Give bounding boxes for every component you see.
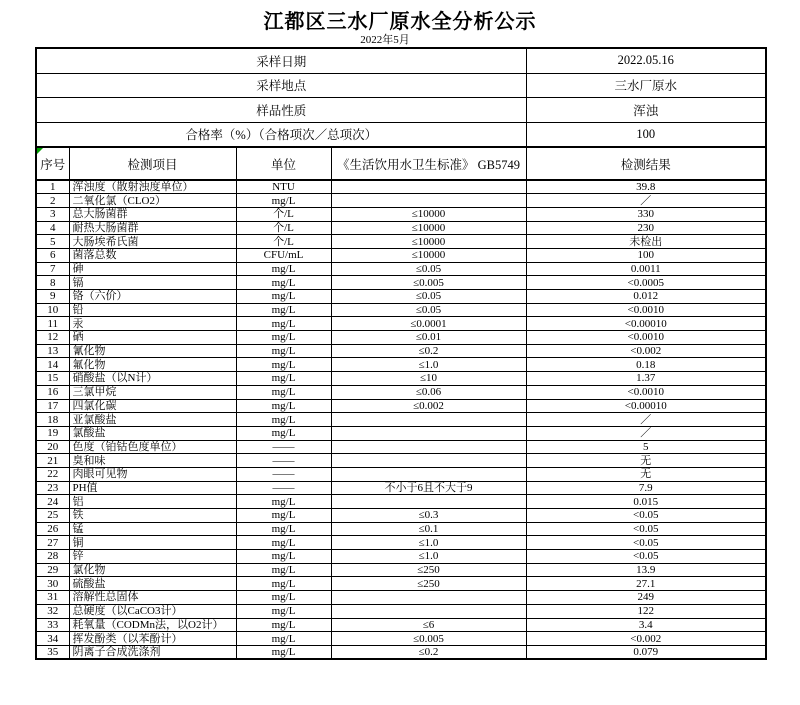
table-header [36,147,766,180]
result-cell: <0.00010 [526,399,766,413]
result-cell: 330 [526,207,766,221]
item-cell: 三氯甲烷 [69,385,236,399]
unit-cell: 个/L [236,207,331,221]
info-row [36,48,766,73]
seq-cell: 22 [36,467,69,481]
seq-cell: 21 [36,454,69,468]
item-cell: 铬（六价） [69,290,236,304]
data-row [36,522,766,536]
data-row [36,276,766,290]
data-row [36,467,766,481]
unit-cell: 个/L [236,235,331,249]
seq-cell: 34 [36,632,69,646]
unit-cell: mg/L [236,604,331,618]
item-cell: 总硬度（以CaCO3计） [69,604,236,618]
standard-cell [331,495,526,509]
data-row [36,303,766,317]
result-cell: <0.05 [526,509,766,523]
standard-cell: ≤10000 [331,207,526,221]
unit-cell: —— [236,440,331,454]
unit-cell: mg/L [236,591,331,605]
data-row [36,180,766,194]
seq-cell: 19 [36,426,69,440]
data-row [36,413,766,427]
seq-cell: 1 [36,180,69,194]
data-row [36,331,766,345]
info-row [36,98,766,123]
result-cell: 0.015 [526,495,766,509]
seq-cell: 20 [36,440,69,454]
seq-cell: 32 [36,604,69,618]
standard-cell: ≤10000 [331,235,526,249]
item-cell: 大肠埃希氏菌 [69,235,236,249]
data-row [36,358,766,372]
result-cell: 100 [526,248,766,262]
seq-cell: 33 [36,618,69,632]
standard-cell: ≤0.005 [331,632,526,646]
standard-cell [331,426,526,440]
standard-cell [331,604,526,618]
water-analysis-table [35,47,767,660]
info-row [36,73,766,98]
unit-cell: mg/L [236,522,331,536]
result-cell: <0.05 [526,536,766,550]
standard-cell: ≤0.1 [331,522,526,536]
data-row [36,604,766,618]
result-cell: <0.05 [526,550,766,564]
column-header-item-cell: 检测项目 [69,147,236,180]
result-cell: <0.00010 [526,317,766,331]
result-cell: 0.18 [526,358,766,372]
unit-cell: mg/L [236,509,331,523]
result-cell: 0.012 [526,290,766,304]
data-row [36,454,766,468]
unit-cell: mg/L [236,563,331,577]
unit-cell: mg/L [236,632,331,646]
standard-cell: ≤0.05 [331,303,526,317]
data-row [36,440,766,454]
seq-cell: 4 [36,221,69,235]
item-cell: 硒 [69,331,236,345]
seq-cell: 12 [36,331,69,345]
seq-cell: 5 [36,235,69,249]
result-cell: <0.0010 [526,303,766,317]
unit-cell: mg/L [236,303,331,317]
info-value: 浑浊 [526,98,766,123]
data-row [36,194,766,208]
item-cell: 硝酸盐（以N计） [69,372,236,386]
unit-cell: mg/L [236,317,331,331]
data-row [36,235,766,249]
item-cell: 铝 [69,495,236,509]
data-row [36,618,766,632]
result-cell: <0.05 [526,522,766,536]
result-cell: <0.0010 [526,385,766,399]
info-label: 采样地点 [36,73,526,98]
table-body [36,180,766,659]
data-row [36,509,766,523]
data-row [36,248,766,262]
seq-cell: 29 [36,563,69,577]
item-cell: 四氯化碳 [69,399,236,413]
standard-cell: ≤1.0 [331,536,526,550]
item-cell: 氟化物 [69,358,236,372]
item-cell: 硫酸盐 [69,577,236,591]
result-cell: 39.8 [526,180,766,194]
seq-cell: 6 [36,248,69,262]
unit-cell: mg/L [236,645,331,659]
info-label: 合格率（%）（合格项次／总项次） [36,122,526,147]
unit-cell: NTU [236,180,331,194]
standard-cell: ≤0.01 [331,331,526,345]
item-cell: 浑浊度（散射浊度单位） [69,180,236,194]
unit-cell: mg/L [236,194,331,208]
standard-cell: ≤1.0 [331,550,526,564]
page-title: 江都区三水厂原水全分析公示 [263,11,537,33]
unit-cell: mg/L [236,536,331,550]
info-section [36,48,766,147]
standard-cell [331,440,526,454]
seq-cell: 35 [36,645,69,659]
item-cell: 总大肠菌群 [69,207,236,221]
unit-cell: mg/L [236,372,331,386]
result-cell: 122 [526,604,766,618]
seq-cell: 2 [36,194,69,208]
seq-cell: 25 [36,509,69,523]
result-cell: 未检出 [526,235,766,249]
data-row [36,495,766,509]
result-cell: 249 [526,591,766,605]
item-cell: 铜 [69,536,236,550]
cell-flag-icon [37,148,43,154]
result-cell: ／ [526,194,766,208]
column-header-unit-cell: 单位 [236,147,331,180]
seq-cell: 9 [36,290,69,304]
unit-cell: mg/L [236,550,331,564]
unit-cell: mg/L [236,358,331,372]
unit-cell: mg/L [236,262,331,276]
data-row [36,550,766,564]
data-row [36,372,766,386]
item-cell: 铅 [69,303,236,317]
unit-cell: mg/L [236,495,331,509]
column-header-result-cell: 检测结果 [526,147,766,180]
item-cell: 砷 [69,262,236,276]
item-cell: 亚氯酸盐 [69,413,236,427]
column-header-seq-cell: 序号 [36,147,69,180]
data-row [36,577,766,591]
unit-cell: CFU/mL [236,248,331,262]
info-label: 样品性质 [36,98,526,123]
data-row [36,385,766,399]
data-row [36,481,766,495]
unit-cell: —— [236,467,331,481]
data-row [36,399,766,413]
item-cell: 臭和味 [69,454,236,468]
item-cell: 菌落总数 [69,248,236,262]
standard-cell: ≤0.2 [331,645,526,659]
standard-cell: ≤0.0001 [331,317,526,331]
seq-cell: 10 [36,303,69,317]
seq-cell: 26 [36,522,69,536]
standard-cell [331,413,526,427]
item-cell: 耗氧量（CODMn法，以O2计） [69,618,236,632]
result-cell: 230 [526,221,766,235]
standard-cell: ≤0.05 [331,262,526,276]
standard-cell: ≤10000 [331,248,526,262]
seq-cell: 17 [36,399,69,413]
seq-cell: 18 [36,413,69,427]
result-cell: <0.002 [526,632,766,646]
result-cell: 无 [526,454,766,468]
seq-cell: 3 [36,207,69,221]
item-cell: 二氧化氯（CLO2） [69,194,236,208]
result-cell: 3.4 [526,618,766,632]
unit-cell: mg/L [236,399,331,413]
unit-cell: mg/L [236,618,331,632]
seq-cell: 11 [36,317,69,331]
standard-cell [331,194,526,208]
result-cell: 0.079 [526,645,766,659]
item-cell: 氯化物 [69,563,236,577]
result-cell: <0.002 [526,344,766,358]
seq-cell: 13 [36,344,69,358]
result-cell: 5 [526,440,766,454]
item-cell: 氯酸盐 [69,426,236,440]
unit-cell: —— [236,481,331,495]
item-cell: 挥发酚类（以苯酚计） [69,632,236,646]
data-row [36,632,766,646]
unit-cell: —— [236,454,331,468]
item-cell: 锌 [69,550,236,564]
seq-cell: 30 [36,577,69,591]
data-row [36,207,766,221]
result-cell: <0.0010 [526,331,766,345]
result-cell: <0.0005 [526,276,766,290]
item-cell: 锰 [69,522,236,536]
seq-cell: 23 [36,481,69,495]
unit-cell: mg/L [236,344,331,358]
item-cell: 汞 [69,317,236,331]
standard-cell: ≤0.005 [331,276,526,290]
unit-cell: mg/L [236,413,331,427]
standard-cell [331,591,526,605]
item-cell: PH值 [69,481,236,495]
standard-cell: ≤1.0 [331,358,526,372]
standard-cell: ≤10000 [331,221,526,235]
result-cell: 无 [526,467,766,481]
seq-cell: 27 [36,536,69,550]
standard-cell: ≤6 [331,618,526,632]
info-value: 三水厂原水 [526,73,766,98]
column-header-standard-cell: 《生活饮用水卫生标准》 GB5749 [331,147,526,180]
standard-cell: ≤10 [331,372,526,386]
item-cell: 氰化物 [69,344,236,358]
info-row [36,122,766,147]
info-value: 100 [526,122,766,147]
info-label: 采样日期 [36,48,526,73]
unit-cell: mg/L [236,577,331,591]
standard-cell: ≤250 [331,577,526,591]
seq-cell: 16 [36,385,69,399]
item-cell: 镉 [69,276,236,290]
unit-cell: mg/L [236,290,331,304]
standard-cell: ≤0.002 [331,399,526,413]
unit-cell: mg/L [236,331,331,345]
item-cell: 铁 [69,509,236,523]
unit-cell: mg/L [236,426,331,440]
info-value: 2022.05.16 [526,48,766,73]
standard-cell [331,454,526,468]
data-row [36,221,766,235]
standard-cell: ≤250 [331,563,526,577]
seq-cell: 8 [36,276,69,290]
standard-cell [331,180,526,194]
unit-cell: mg/L [236,385,331,399]
result-cell: ／ [526,426,766,440]
header-row [36,147,766,180]
data-row [36,591,766,605]
item-cell: 肉眼可见物 [69,467,236,481]
standard-cell: ≤0.06 [331,385,526,399]
page [0,11,800,705]
data-row [36,563,766,577]
unit-cell: 个/L [236,221,331,235]
item-cell: 溶解性总固体 [69,591,236,605]
seq-cell: 24 [36,495,69,509]
seq-cell: 28 [36,550,69,564]
seq-cell: 15 [36,372,69,386]
seq-cell: 7 [36,262,69,276]
item-cell: 色度（铂钴色度单位） [69,440,236,454]
data-row [36,645,766,659]
data-row [36,290,766,304]
result-cell: 13.9 [526,563,766,577]
result-cell: ／ [526,413,766,427]
data-row [36,262,766,276]
data-row [36,317,766,331]
seq-cell: 31 [36,591,69,605]
item-cell: 阴离子合成洗涤剂 [69,645,236,659]
data-row [36,536,766,550]
result-cell: 7.9 [526,481,766,495]
unit-cell: mg/L [236,276,331,290]
result-cell: 1.37 [526,372,766,386]
data-row [36,344,766,358]
standard-cell: ≤0.05 [331,290,526,304]
seq-cell: 14 [36,358,69,372]
report-month: 2022年5月 [360,34,410,46]
standard-cell: ≤0.3 [331,509,526,523]
item-cell: 耐热大肠菌群 [69,221,236,235]
standard-cell: ≤0.2 [331,344,526,358]
standard-cell [331,467,526,481]
result-cell: 27.1 [526,577,766,591]
result-cell: 0.0011 [526,262,766,276]
data-row [36,426,766,440]
standard-cell: 不小于6且不大于9 [331,481,526,495]
